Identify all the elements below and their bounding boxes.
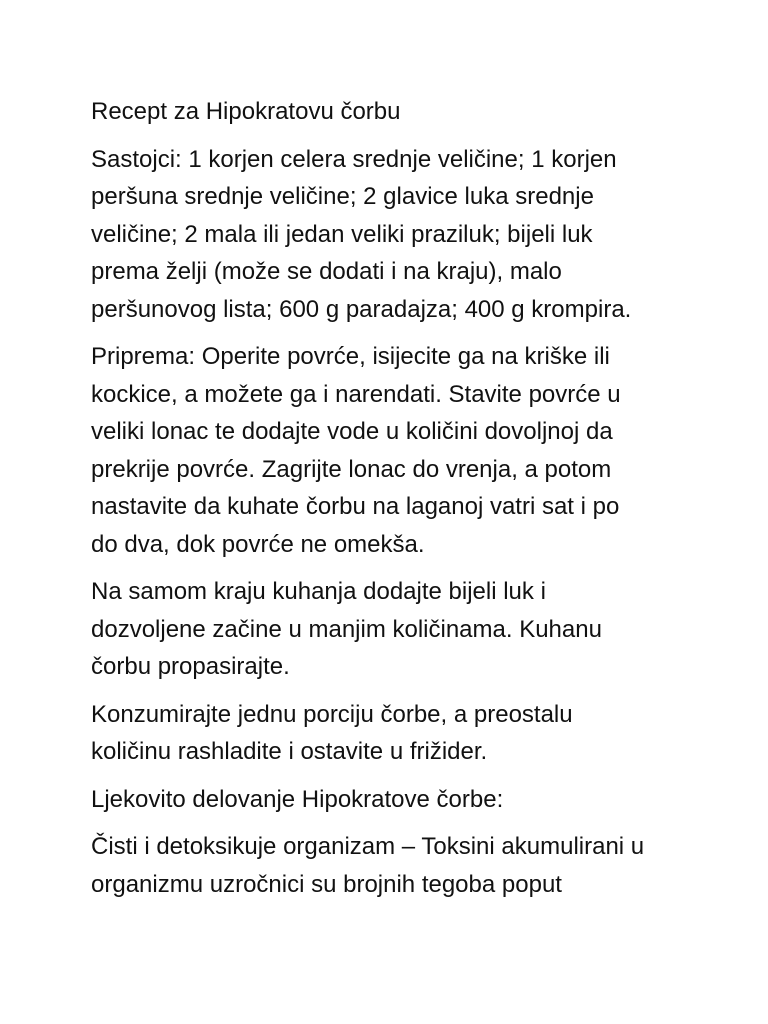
text-line: do dva, dok povrće ne omekša. (91, 530, 425, 558)
text-line: veliki lonac te dodajte vode u količini dovoljnoj da (91, 418, 613, 445)
text-line: Na samom kraju kuhanja dodajte bijeli luk i (91, 578, 546, 605)
text-line: prekrije povrće. Zagrijte lonac do vrenja, a potom (91, 455, 612, 483)
paragraph-benefits (91, 828, 691, 903)
paragraph-ingredients (91, 141, 691, 329)
text-line: Ljekovito delovanje Hipokratove čorbe: (91, 785, 504, 813)
text-line: peršunovog lista; 600 g paradajza; 400 g krompira. (91, 295, 632, 323)
text-line: veličine; 2 mala ili jedan veliki praziluk; bijeli luk (91, 220, 593, 248)
paragraph-benefits-heading (91, 781, 691, 819)
title-line: Recept za Hipokratovu čorbu (91, 98, 401, 125)
text-line: peršuna srednje veličine; 2 glavice luka srednje (91, 183, 594, 210)
paragraph-finishing (91, 573, 691, 686)
document-body (91, 93, 691, 913)
text-line: količinu rashladite i ostavite u frižider. (91, 738, 488, 765)
text-line: Konzumirajte jednu porciju čorbe, a preostalu (91, 700, 573, 728)
text-line: nastavite da kuhate čorbu na laganoj vatri sat i po (91, 493, 620, 520)
text-line: Priprema: Operite povrće, isijecite ga na kriške ili (91, 343, 610, 370)
paragraph-consumption (91, 696, 691, 771)
text-line: dozvoljene začine u manjim količinama. Kuhanu (91, 615, 602, 643)
text-line: čorbu propasirajte. (91, 653, 290, 680)
text-line: prema želji (može se dodati i na kraju), malo (91, 258, 562, 285)
text-line: organizmu uzročnici su brojnih tegoba poput (91, 870, 562, 898)
text-line: kockice, a možete ga i narendati. Stavite povrće u (91, 380, 621, 408)
text-line: Sastojci: 1 korjen celera srednje veličine; 1 korjen (91, 145, 617, 173)
text-line: Čisti i detoksikuje organizam – Toksini akumulirani u (91, 833, 645, 860)
paragraph-preparation (91, 338, 691, 563)
document-title (91, 93, 691, 131)
